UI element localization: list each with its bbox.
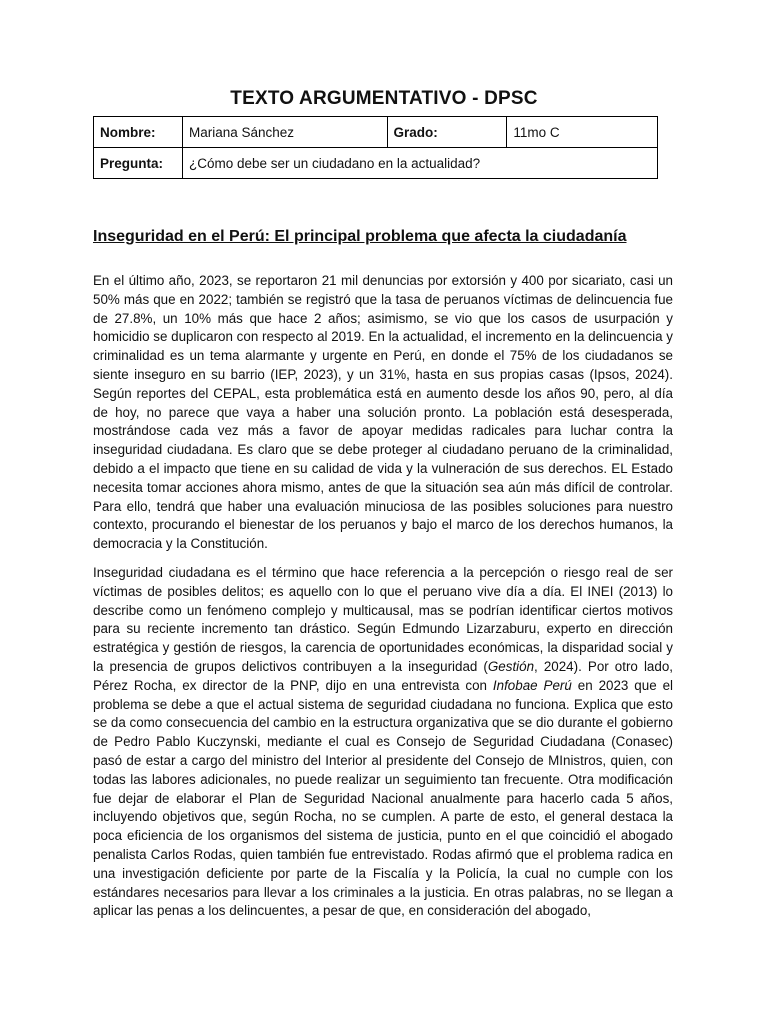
paragraph-2-text-b: , 2024). Por otro lado, Pérez Rocha, ex director de la PNP, dijo en una entrevista con (93, 658, 673, 693)
grade-label: Grado: (387, 117, 507, 148)
document-title: TEXTO ARGUMENTATIVO - DPSC (230, 88, 538, 109)
paragraph-1: En el último año, 2023, se reportaron 21 mil denuncias por extorsión y 400 por sicariato, casi un 50% más que en 2022; también se registró que la tasa de peruanos víctimas de delincuencia fue de 27.8%, un 10% más que hace 2 años; asimismo, se vio que los casos de usurpación y homicidio se duplicaron con respecto al 2019. En la actualidad, el incremento en la delincuencia y criminalidad es un tema alarmante y urgente en Perú, en donde el 75% de los ciudadanos se siente inseguro en su barrio (IEP, 2023), y un 31%, hasta en sus propias casas (Ipsos, 2024). Según reportes del CEPAL, esta problemática está en aumento desde los años 90, pero, al día de hoy, no parece que vaya a haber una solución pronto. La población está desesperada, mostrándose cada vez más a favor de apoyar medidas radicales para luchar contra la inseguridad ciudadana. Es claro que se debe proteger al ciudadano peruano de la criminalidad, debido a el impacto que tiene en su calidad de vida y la vulneración de sus derechos. EL Estado necesita tomar acciones ahora mismo, antes de que la situación sea aún más difícil de controlar. Para ello, tendrá que haber una evaluación minuciosa de las posibles soluciones para nuestro contexto, procurando el bienestar de los peruanos y bajo el marco de los derechos humanos, la democracia y la Constitución. (93, 273, 673, 552)
info-row-name (94, 117, 658, 148)
paragraph-2 (93, 564, 673, 921)
question-value: ¿Cómo debe ser un ciudadano en la actualidad? (182, 148, 657, 179)
question-label: Pregunta: (94, 148, 183, 179)
paragraph-2-text-c: en 2023 que el problema se debe a que el actual sistema de seguridad ciudadana no funciona. Explica que esto se da como consecuencia del cambio en la estructura organizativa que se dio durante el gobierno de Pedro Pablo Kuczynski, mediante el cual es Consejo de Seguridad Ciudadana (Conasec) pasó de estar a cargo del ministro del Interior al presidente del Consejo de MInistros, quien, con todas las labores adicionales, no puede realizar un seguimiento tan frecuente. Otra modificación fue dejar de elaborar el Plan de Seguridad Nacional anualmente para hacerlo cada 5 años, incluyendo objetivos que, según Rocha, no se cumplen. A parte de esto, el general destaca la poca eficiencia de los organismos del sistema de justicia, punto en el que coincidió el abogado penalista Carlos Rodas, quien también fue entrevistado. Rodas afirmó que el problema radica en una investigación deficiente por parte de la Fiscalía y la Policía, la cual no cumple con los estándares necesarios para llevar a los criminales a la justicia. En otras palabras, no se llegan a aplicar las penas a los delincuentes, a pesar de que, en consideración del abogado, (93, 677, 673, 919)
paragraph-2-italic-infobae: Infobae Perú (492, 677, 572, 693)
paragraph-2-text-a: Inseguridad ciudadana es el término que hace referencia a la percepción o riesgo real de ser víctimas de posibles delitos; es aquello con lo que el peruano vive día a día. El INEI (2013) lo describe como un fenómeno complejo y multicausal, mas se podrían identificar ciertos motivos para su reciente incremento tan drástico. Según Edmundo Lizarzaburu, experto en dirección estratégica y gestión de riesgos, la carencia de oportunidades económicas, la disparidad social y la presencia de grupos delictivos contribuyen a la inseguridad ( (93, 565, 673, 674)
name-value: Mariana Sánchez (182, 117, 387, 148)
name-label: Nombre: (94, 117, 183, 148)
grade-value: 11mo C (507, 117, 658, 148)
section-heading: Inseguridad en el Perú: El principal problema que afecta la ciudadanía (93, 228, 627, 245)
info-row-question (94, 148, 658, 179)
student-info-table (93, 116, 658, 179)
paragraph-2-italic-gestion: Gestión (487, 658, 535, 674)
